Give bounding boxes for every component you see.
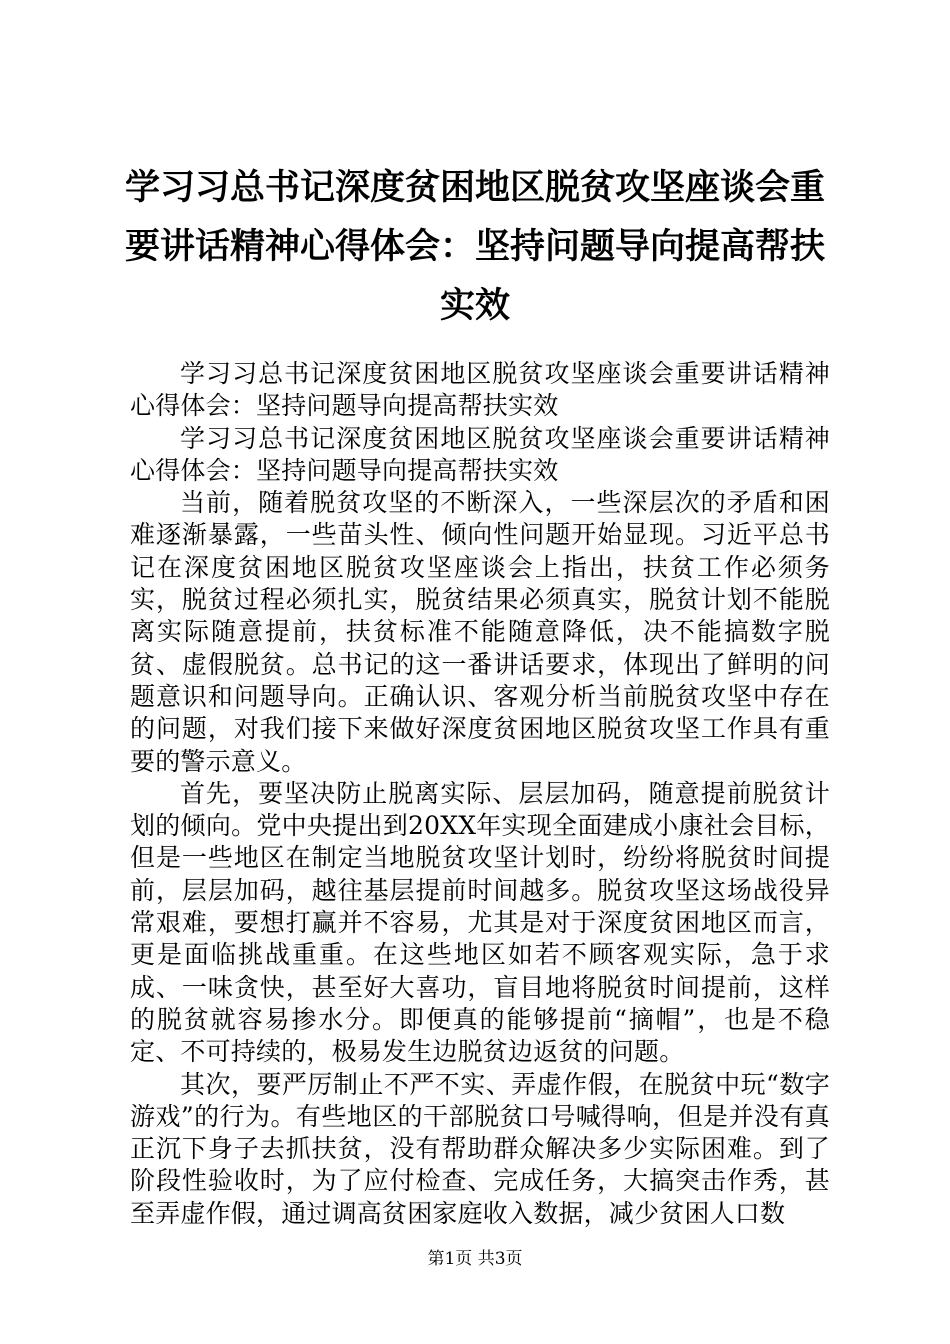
paragraph: 当前，随着脱贫攻坚的不断深入，一些深层次的矛盾和困难逐渐暴露，一些苗头性、倾向性问题开始显现。习近平总书记在深度贫困地区脱贫攻坚座谈会上指出，扶贫工作必须务实，脱贫过程必须扎实，脱贫结果必须真实，脱贫计划不能脱离实际随意提前，扶贫标准不能随意降低，决不能搞数字脱贫、虚假脱贫。总书记的这一番讲话要求，体现出了鲜明的问题意识和问题导向。正确认识、客观分析当前脱贫攻坚中存在的问题，对我们接下来做好深度贫困地区脱贫攻坚工作具有重要的警示意义。 [130, 488, 830, 776]
document-title: 学习习总书记深度贫困地区脱贫攻坚座谈会重要讲话精神心得体会：坚持问题导向提高帮扶实效 [124, 167, 825, 326]
paragraph: 学习习总书记深度贫困地区脱贫攻坚座谈会重要讲话精神心得体会：坚持问题导向提高帮扶实效 [130, 359, 830, 421]
page-number-footer: 第1页 共3页 [427, 1249, 523, 1269]
paragraph: 首先，要坚决防止脱离实际、层层加码，随意提前脱贫计划的倾向。党中央提出到20XX年实现全面建成小康社会目标，但是一些地区在制定当地脱贫攻坚计划时，纷纷将脱贫时间提前，层层加码，越往基层提前时间越多。脱贫攻坚这场战役异常艰难，要想打赢并不容易，尤其是对于深度贫困地区而言，更是面临挑战重重。在这些地区如若不顾客观实际，急于求成、一味贪快，甚至好大喜功，盲目地将脱贫时间提前，这样的脱贫就容易掺水分。即便真的能够提前“摘帽”，也是不稳定、不可持续的，极易发生边脱贫边返贫的问题。 [130, 778, 830, 1067]
paragraph: 学习习总书记深度贫困地区脱贫攻坚座谈会重要讲话精神心得体会：坚持问题导向提高帮扶实效 [130, 423, 830, 485]
paragraph: 其次，要严厉制止不严不实、弄虚作假，在脱贫中玩“数字游戏”的行为。有些地区的干部脱贫口号喊得响，但是并没有真正沉下身子去抓扶贫，没有帮助群众解决多少实际困难。到了阶段性验收时，为了应付检查、完成任务，大搞突击作秀，甚至弄虚作假，通过调高贫困家庭收入数据，减少贫困人口数 [130, 1069, 830, 1228]
document-body [130, 358, 830, 1230]
